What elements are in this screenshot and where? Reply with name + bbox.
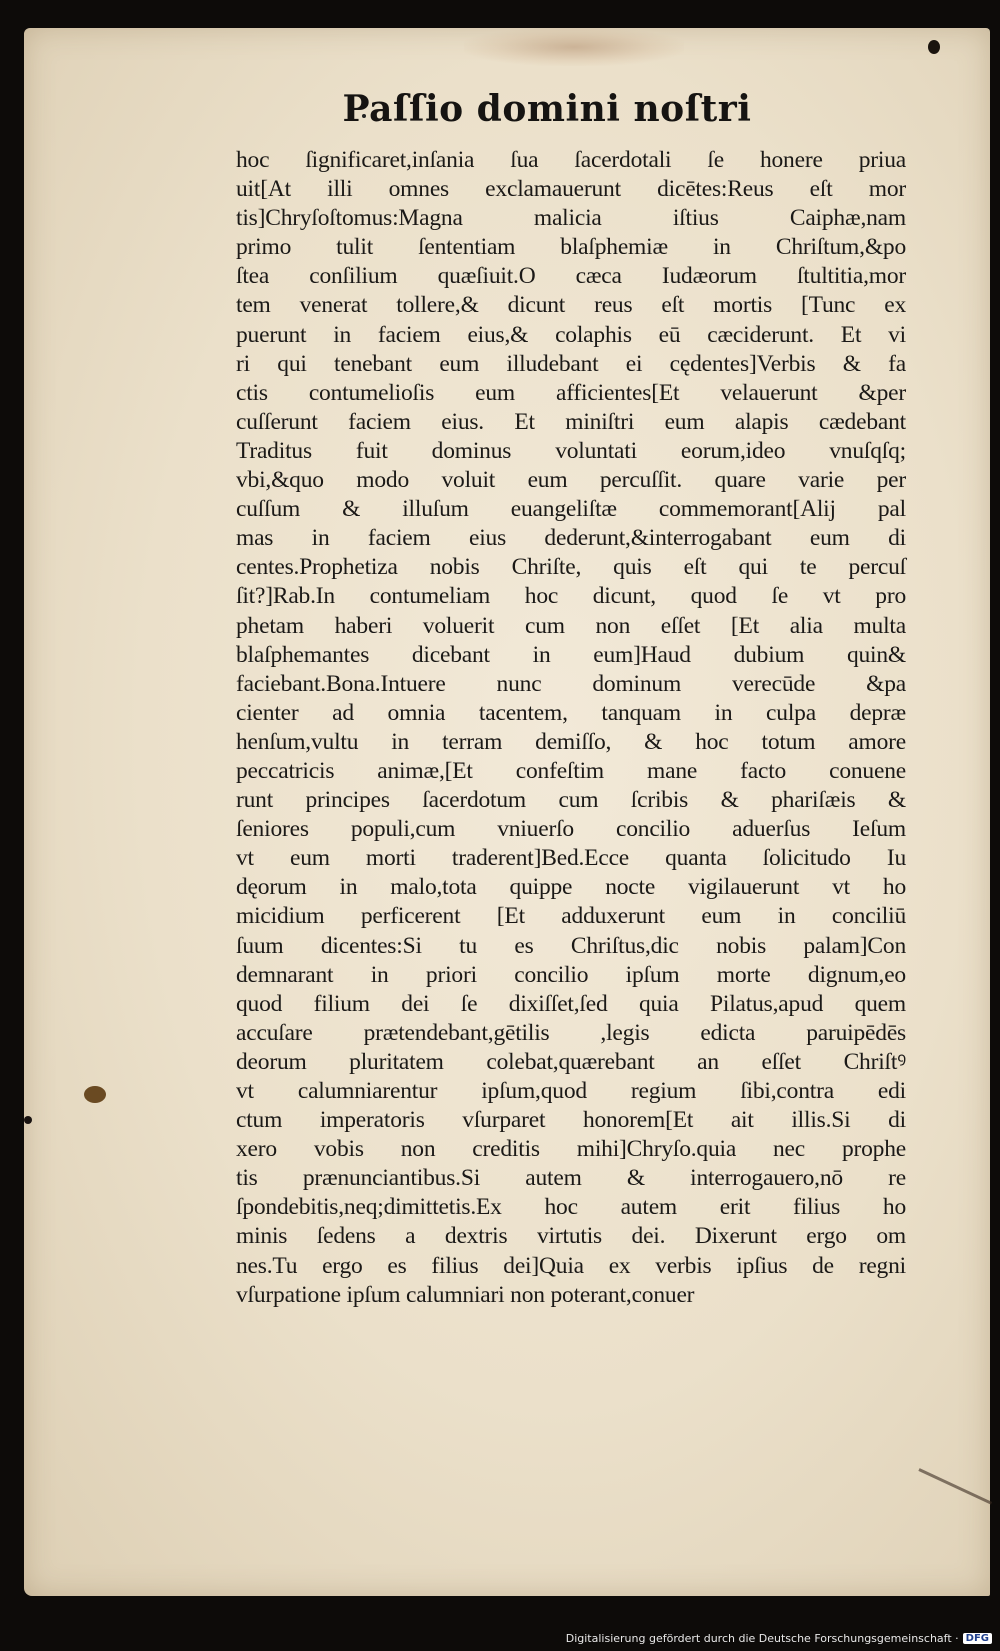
text-line: ri qui tenebant eum illudebant ei cędentes]Verbis & fa xyxy=(236,350,906,377)
text-line: accuſare prætendebant,gētilis ,legis edicta paruipēdēs xyxy=(236,1019,906,1046)
worm-hole xyxy=(928,40,940,54)
text-line: quod filium dei ſe dixiſſet,ſed quia Pilatus,apud quem xyxy=(236,990,906,1017)
text-line: peccatricis animæ,[Et confeſtim mane facto conuene xyxy=(236,757,906,784)
text-line: vt calumniarentur ipſum,quod regium ſibi,contra edi xyxy=(236,1078,906,1104)
dfg-logo: DFG xyxy=(963,1633,992,1644)
text-line: ſuum dicentes:Si tu es Chriſtus,dic nobis palam]Con xyxy=(236,932,906,959)
text-line: Traditus fuit dominus voluntati eorum,ideo vnuſqſq; xyxy=(236,437,906,464)
body-text xyxy=(236,146,906,1310)
text-line: tis]Chryſoſtomus:Magna malicia iſtius Caiphæ,nam xyxy=(236,205,906,232)
text-line: primo tulit ſententiam blaſphemiæ in Chriſtum,&po xyxy=(236,234,906,261)
text-line: demnarant in priori concilio ipſum morte dignum,eo xyxy=(236,961,906,988)
text-line: henſum,vultu in terram demiſſo, & hoc totum amore xyxy=(236,728,906,755)
text-line: ctum imperatoris vſurparet honorem[Et ait illis.Si di xyxy=(236,1107,906,1134)
text-line: cuſſum & illuſum euangeliſtæ commemorant[Alij pal xyxy=(236,496,906,523)
text-line: blaſphemantes dicebant in eum]Haud dubium quin& xyxy=(236,641,906,668)
text-line: nes.Tu ergo es filius dei]Quia ex verbis ipſius de regni xyxy=(236,1252,906,1279)
book-page xyxy=(24,28,990,1596)
text-line: mas in faciem eius dederunt,&interrogabant eum di xyxy=(236,525,906,552)
text-line: hoc ſignificaret,inſania ſua ſacerdotali ſe honere priua xyxy=(236,147,906,173)
text-line: puerunt in faciem eius,& colaphis eū cæciderunt. Et vi xyxy=(236,321,906,348)
text-line: ctis contumelioſis eum afficientes[Et velauerunt &per xyxy=(236,379,906,406)
text-line: deorum pluritatem colebat,quærebant an eſſet Chriſtꝰ xyxy=(236,1048,906,1075)
text-line: dęorum in malo,tota quippe nocte vigilauerunt vt ho xyxy=(236,874,906,901)
text-line: ſtea conſilium quæſiuit.O cæca Iudæorum ſtultitia,mor xyxy=(236,263,906,290)
text-line: ſit?]Rab.In contumeliam hoc dicunt, quod ſe vt pro xyxy=(236,583,906,610)
text-line: ſpondebitis,neq;dimittetis.Ex hoc autem erit filius ho xyxy=(236,1194,906,1221)
text-line: vſurpatione ipſum calumniari non poterant,conuer xyxy=(236,1281,695,1308)
text-line: vt eum morti traderent]Bed.Ecce quanta ſolicitudo Iu xyxy=(236,845,906,872)
text-line: runt principes ſacerdotum cum ſcribis & phariſæis & xyxy=(236,787,906,814)
running-head: Paſſio domini noſtri xyxy=(342,88,752,130)
funding-credit: Digitalisierung gefördert durch die Deutsche Forschungsgemeinschaft · xyxy=(565,1632,959,1645)
worm-hole xyxy=(84,1086,106,1103)
text-line: cienter ad omnia tacentem, tanquam in culpa depræ xyxy=(236,699,906,726)
text-line: phetam haberi voluerit cum non eſſet [Et alia multa xyxy=(236,612,906,639)
text-line: micidium perficerent [Et adduxerunt eum in conciliū xyxy=(236,903,906,930)
text-line: tem venerat tollere,& dicunt reus eſt mortis [Tunc ex xyxy=(236,292,906,319)
digitization-footer xyxy=(566,1632,992,1645)
paper-stain xyxy=(464,28,684,66)
text-line: faciebant.Bona.Intuere nunc dominum verecūde &pa xyxy=(236,670,906,697)
text-line: tis prænunciantibus.Si autem & interrogauero,nō re xyxy=(236,1165,906,1192)
text-line: minis ſedens a dextris virtutis dei. Dixerunt ergo om xyxy=(236,1223,906,1250)
text-line: xero vobis non creditis mihi]Chryſo.quia nec prophe xyxy=(236,1136,906,1163)
text-line: cuſſerunt faciem eius. Et miniſtri eum alapis cædebant xyxy=(236,408,906,435)
worm-hole xyxy=(24,1116,32,1124)
text-line: centes.Prophetiza nobis Chriſte, quis eſt qui te percuſ xyxy=(236,554,906,581)
text-line: ſeniores populi,cum vniuerſo concilio aduerſus Ieſum xyxy=(236,816,906,843)
text-line: vbi,&quo modo voluit eum percuſſit. quare varie per xyxy=(236,467,906,494)
text-line: uit[At illi omnes exclamauerunt dicētes:Reus eſt mor xyxy=(236,176,906,203)
page-edge-damage xyxy=(918,1468,992,1505)
